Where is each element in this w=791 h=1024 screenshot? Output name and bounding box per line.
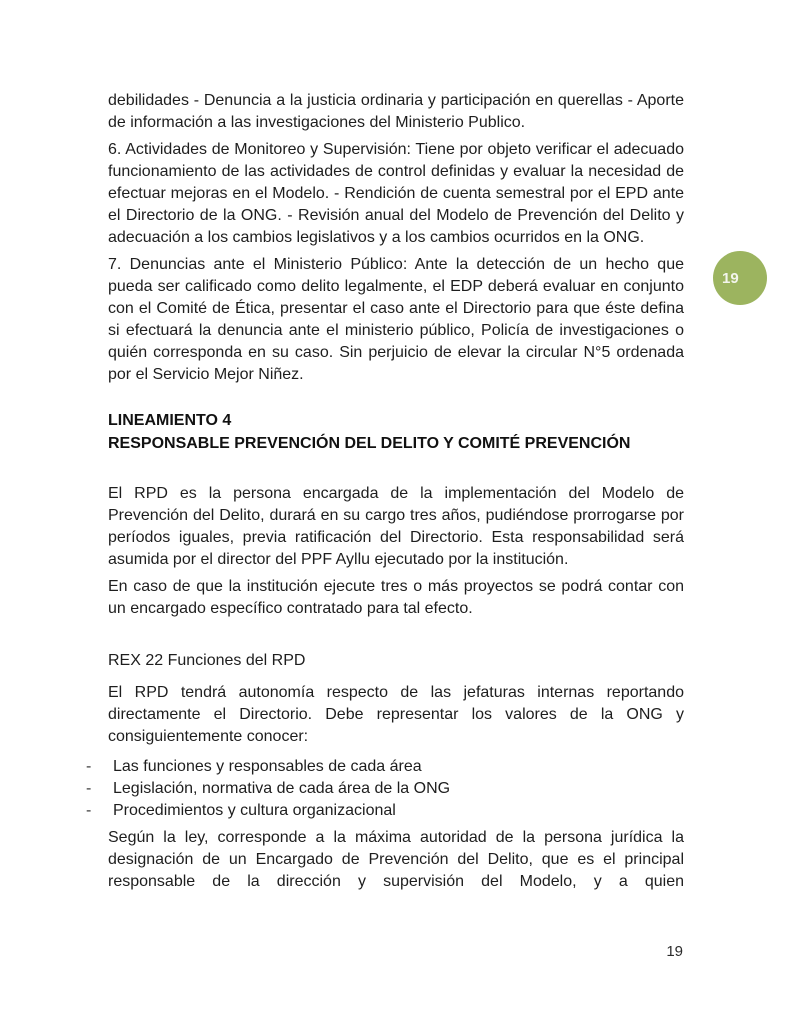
page-number-badge [713, 251, 767, 305]
list-item-text: Legislación, normativa de cada área de la ONG [113, 780, 451, 797]
heading-line-2: RESPONSABLE PREVENCIÓN DEL DELITO Y COMITÉ PREVENCIÓN [108, 434, 631, 452]
paragraph-law-designation: Según la ley, corresponde a la máxima autoridad de la persona jurídica la designación de un Encargado de Prevención del Delito, que es el principal responsable de la dirección y supervisión del Modelo, y a quien [108, 829, 684, 890]
dash-marker: - [86, 802, 92, 819]
dash-marker: - [86, 780, 92, 797]
dash-marker: - [86, 758, 92, 775]
page-number-badge-value: 19 [722, 269, 739, 287]
paragraph-rpd-role: El RPD es la persona encargada de la implementación del Modelo de Prevención del Delito, durará en su cargo tres años, pudiéndose prorrogarse por períodos iguales, previa ratificación del Directorio. Esta responsabilidad será asumida por el director del PPF Ayllu ejecutado por la institución. [108, 485, 684, 568]
paragraph-weaknesses: debilidades - Denuncia a la justicia ordinaria y participación en querellas - Aporte de información a las investigaciones del Ministerio Publico. [108, 92, 684, 131]
section-heading-lineamiento-4 [108, 410, 684, 455]
list-item-text: Las funciones y responsables de cada área [113, 758, 422, 775]
footer-page-number: 19 [666, 943, 683, 960]
paragraph-rpd-autonomy: El RPD tendrá autonomía respecto de las jefaturas internas reportando directamente el Directorio. Debe representar los valores de la ONG y consiguientemente conocer: [108, 684, 684, 745]
paragraph-item7-complaints: 7. Denuncias ante el Ministerio Público: Ante la detección de un hecho que pueda ser calificado como delito legalmente, el EDP deberá evaluar en conjunto con el Comité de Ética, presentar el caso ante el Directorio para que éste defina si efectuará la denuncia ante el ministerio público, Policía de investigaciones o quién corresponda en su caso. Sin perjuicio de elevar la circular N°5 ordenada por el Servicio Mejor Niñez. [108, 256, 684, 383]
list-item [86, 778, 684, 800]
paragraph-item6-monitoring: 6. Actividades de Monitoreo y Supervisión: Tiene por objeto verificar el adecuado funcionamiento de las actividades de control definidas y evaluar la necesidad de efectuar mejoras en el Modelo. - Rendición de cuenta semestral por el EPD ante el Directorio de la ONG. - Revisión anual del Modelo de Prevención del Delito y adecuación a los cambios legislativos y a los cambios ocurridos en la ONG. [108, 141, 684, 246]
list-item [86, 756, 684, 778]
rpd-knowledge-list [86, 756, 684, 822]
subheading-rex-22: REX 22 Funciones del RPD [108, 652, 306, 669]
heading-line-1: LINEAMIENTO 4 [108, 412, 232, 429]
list-item [86, 800, 684, 822]
paragraph-rpd-projects: En caso de que la institución ejecute tres o más proyectos se podrá contar con un encargado específico contratado para tal efecto. [108, 578, 684, 617]
list-item-text: Procedimientos y cultura organizacional [113, 802, 396, 819]
document-content [86, 90, 684, 893]
